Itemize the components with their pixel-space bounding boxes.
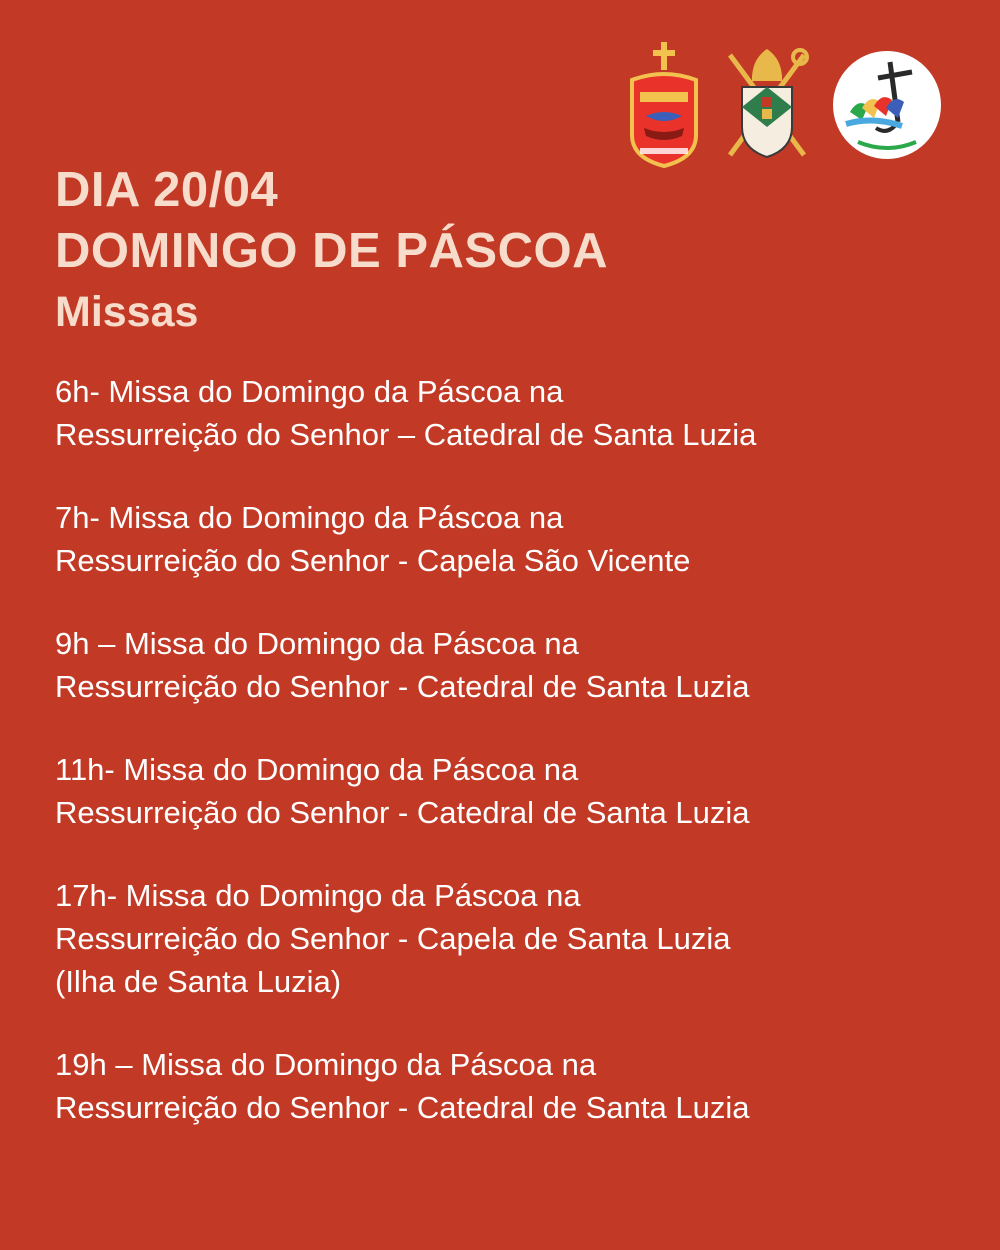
mass-schedule: [55, 370, 965, 1169]
event-subtitle: Missas: [55, 288, 199, 336]
heading-block: [55, 160, 608, 342]
schedule-entry: 9h – Missa do Domingo da Páscoa na Ressurreição do Senhor - Catedral de Santa Luzia: [55, 626, 750, 704]
schedule-entry: 19h – Missa do Domingo da Páscoa na Ressurreição do Senhor - Catedral de Santa Luzia: [55, 1047, 750, 1125]
schedule-entry: 6h- Missa do Domingo da Páscoa na Ressurreição do Senhor – Catedral de Santa Luzia: [55, 374, 757, 452]
logos-group: [626, 40, 942, 170]
mitre-and-crosier-shield-icon: [722, 45, 812, 165]
event-title: DOMINGO DE PÁSCOA: [55, 224, 608, 278]
schedule-entry: 11h- Missa do Domingo da Páscoa na Ressurreição do Senhor - Catedral de Santa Luzia: [55, 752, 750, 830]
schedule-entry: 7h- Missa do Domingo da Páscoa na Ressurreição do Senhor - Capela São Vicente: [55, 500, 691, 578]
pilgrims-of-hope-emblem-icon: [832, 50, 942, 160]
schedule-entry: 17h- Missa do Domingo da Páscoa na Ressurreição do Senhor - Capela de Santa Luzia (Ilha de Santa Luzia): [55, 878, 731, 999]
shield-with-cross-icon: [626, 40, 702, 170]
event-date: DIA 20/04: [55, 163, 279, 217]
